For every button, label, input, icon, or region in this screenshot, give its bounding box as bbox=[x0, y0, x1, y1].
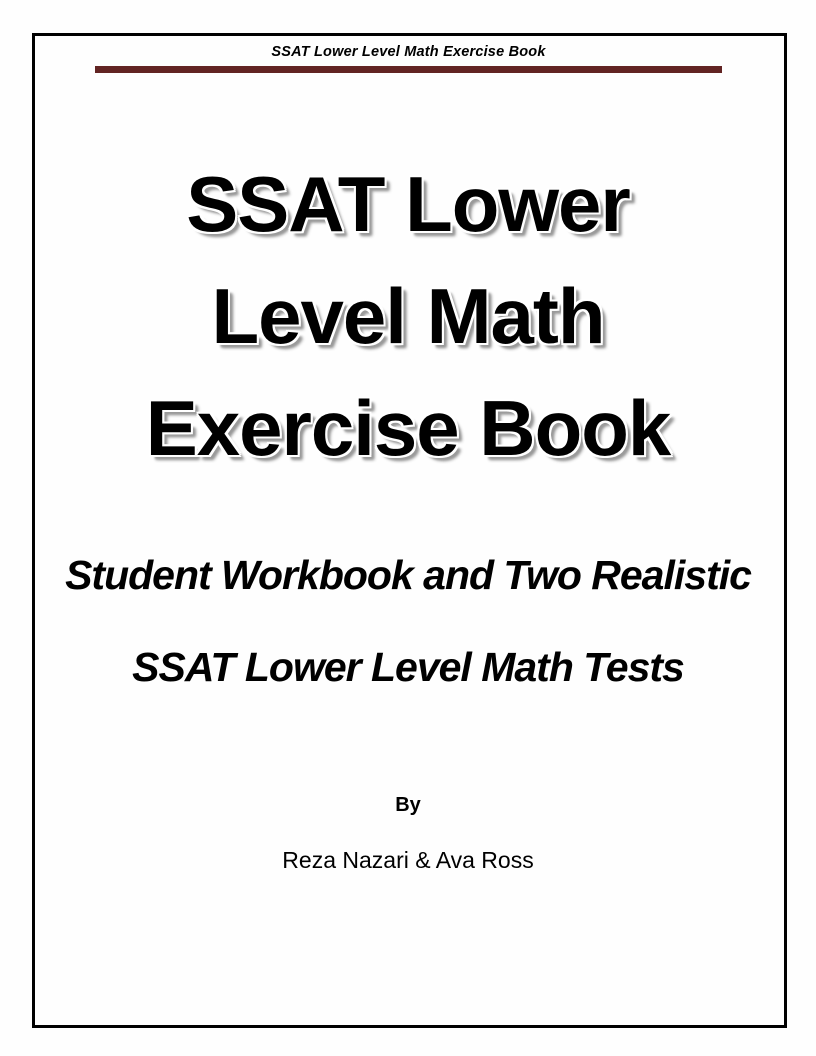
byline-label: By bbox=[395, 794, 421, 816]
title-line-2: Level Math bbox=[211, 272, 605, 360]
header-rule bbox=[95, 66, 722, 73]
title-line-1: SSAT Lower bbox=[186, 160, 630, 248]
running-header: SSAT Lower Level Math Exercise Book bbox=[271, 44, 546, 60]
title-line-3: Exercise Book bbox=[145, 384, 671, 472]
authors-line: Reza Nazari & Ava Ross bbox=[282, 847, 534, 873]
book-title bbox=[0, 148, 816, 484]
subtitle-line-1: Student Workbook and Two Realistic bbox=[65, 552, 751, 598]
subtitle-line-2: SSAT Lower Level Math Tests bbox=[132, 644, 684, 690]
